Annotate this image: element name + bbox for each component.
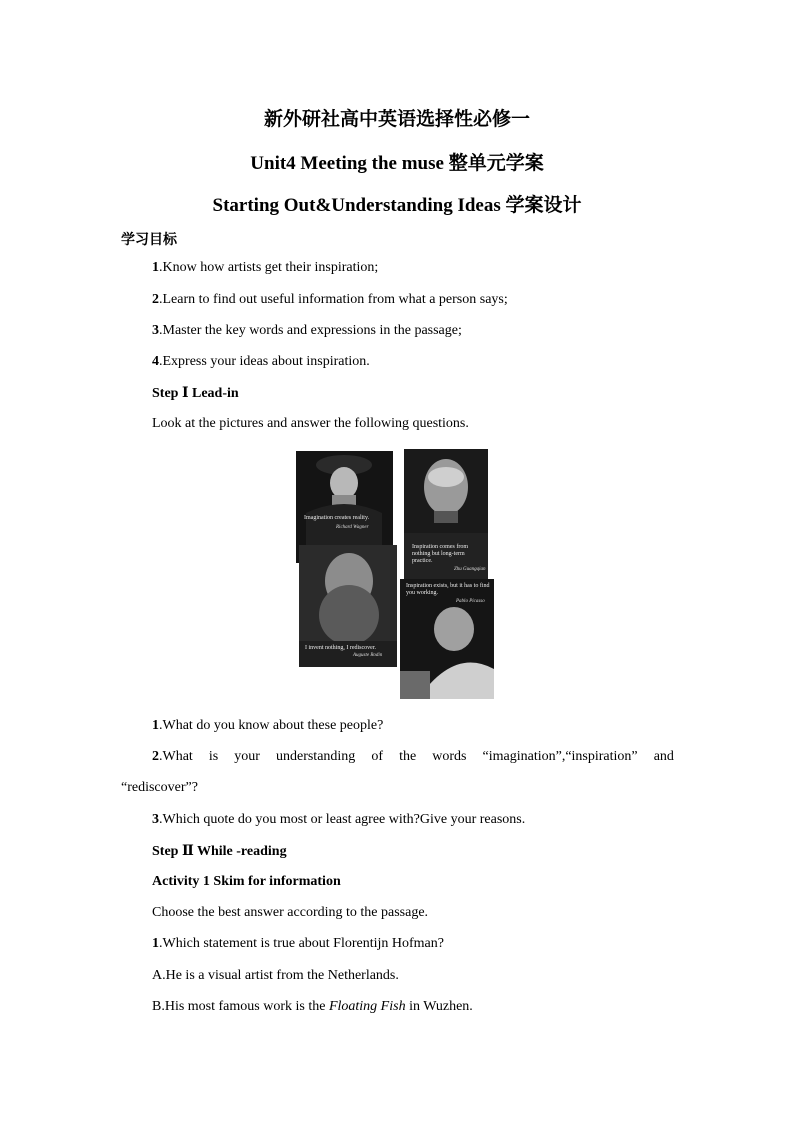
objective-item: 2.Learn to find out useful information from what a person says; xyxy=(152,292,508,307)
step1-question-1: 1.What do you know about these people? xyxy=(152,718,384,733)
option-b: B.His most famous work is the Floating Fish in Wuzhen. xyxy=(152,999,473,1014)
option-a: A.He is a visual artist from the Netherlands. xyxy=(152,968,399,983)
step1-instruction: Look at the pictures and answer the following questions. xyxy=(152,416,469,431)
photo-pablo-picasso: Inspiration exists, but it has to find you working. Pablo Picasso xyxy=(400,579,494,699)
objective-item: 1.Know how artists get their inspiration; xyxy=(152,260,379,275)
objectives-heading: 学习目标 xyxy=(121,233,177,248)
photo-richard-wagner: Imagination creates reality. Richard Wagner xyxy=(296,451,393,563)
photo-auguste-rodin: I invent nothing, I rediscover. Auguste Rodin xyxy=(299,545,397,667)
doc-title-line1: 新外研社高中英语选择性必修一 xyxy=(263,109,530,130)
objective-item: 4.Express your ideas about inspiration. xyxy=(152,354,370,369)
doc-title-line2: Unit4 Meeting the muse 整单元学案 xyxy=(250,153,544,174)
photo-zhu-guangqian: Inspiration comes from nothing but long-term practice. Zhu Guangqian xyxy=(404,449,488,579)
step1-question-2-continued: “rediscover”? xyxy=(121,780,198,795)
activity1-instruction: Choose the best answer according to the passage. xyxy=(152,905,429,920)
step1-heading: Step Ⅰ Lead-in xyxy=(152,386,239,401)
step2-heading: Step Ⅱ While -reading xyxy=(152,844,287,859)
step1-question-3: 3.Which quote do you most or least agree with?Give your reasons. xyxy=(152,812,526,827)
step1-question-2: 2.What is your understanding of the words “imagination”,“inspiration” and xyxy=(152,749,674,764)
activity1-heading: Activity 1 Skim for information xyxy=(152,874,341,889)
activity1-question-1: 1.Which statement is true about Florentijn Hofman? xyxy=(152,936,444,951)
artist-quotes-collage xyxy=(296,449,496,699)
doc-title-line3: Starting Out&Understanding Ideas 学案设计 xyxy=(212,195,582,216)
objective-item: 3.Master the key words and expressions in the passage; xyxy=(152,323,462,338)
